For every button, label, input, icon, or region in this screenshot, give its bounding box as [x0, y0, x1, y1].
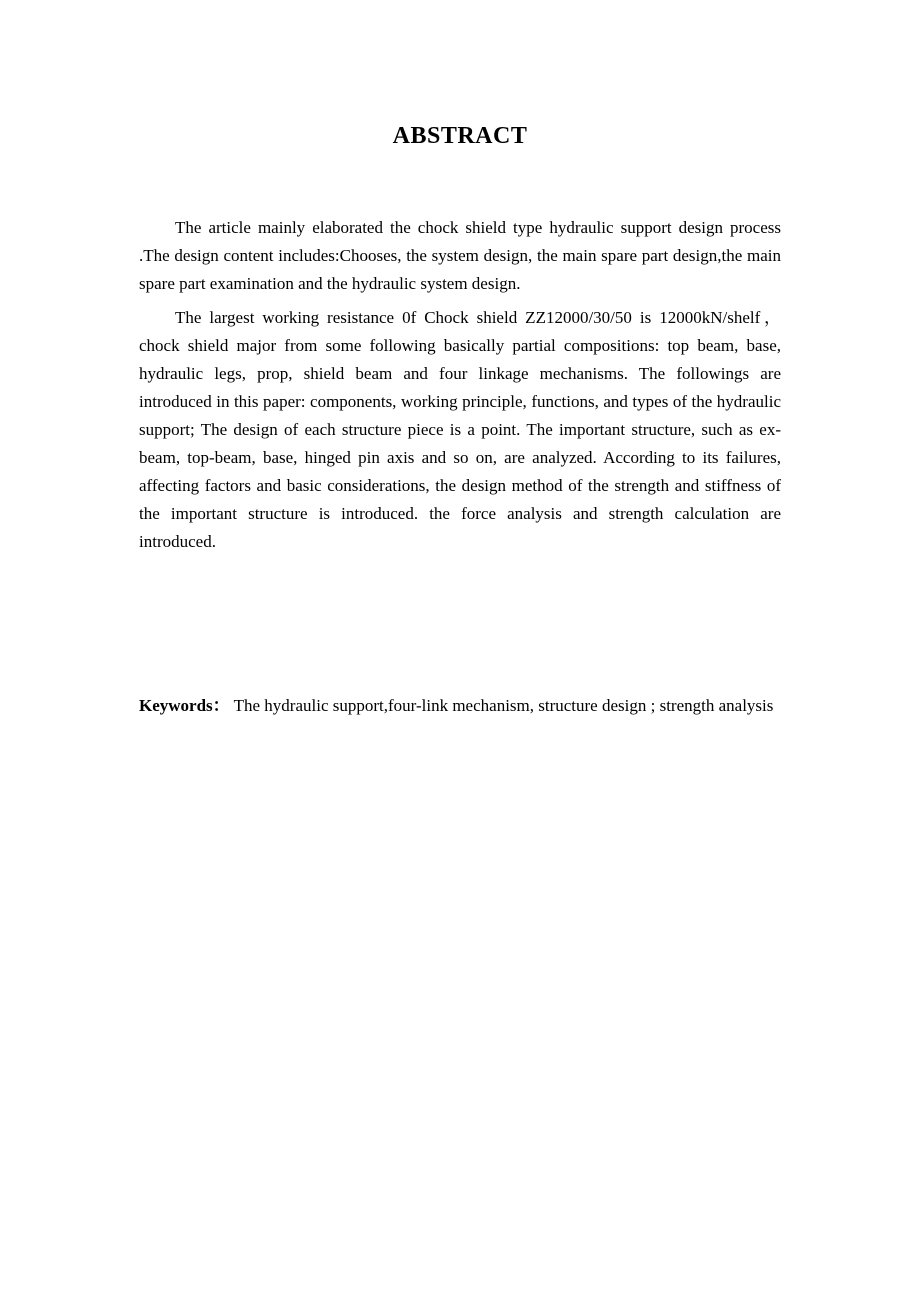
abstract-body	[139, 214, 781, 562]
keywords-label: Keywords：	[139, 696, 230, 715]
keywords-text: The hydraulic support,four-link mechanism, structure design ; strength analysis	[229, 696, 774, 715]
abstract-title: ABSTRACT	[392, 123, 528, 149]
abstract-paragraph-2: The largest working resistance 0f Chock shield ZZ12000/30/50 is 12000kN/shelf，chock shield major from some following basically partial compositions: top beam, base, hydraulic legs, prop, shield beam and four linkage mechanisms. The followings are introduced in this paper: components, working principle, functions, and types of the hydraulic support; The design of each structure piece is a point. The important structure, such as ex-beam, top-beam, base, hinged pin axis and so on, are analyzed. According to its failures, affecting factors and basic considerations, the design method of the strength and stiffness of the important structure is introduced. the force analysis and strength calculation are introduced.	[139, 308, 781, 551]
abstract-paragraph-1: The article mainly elaborated the chock shield type hydraulic support design process .The design content includes:Chooses, the system design, the main spare part design,the main spare part examination and the hydraulic system design.	[139, 218, 781, 293]
keywords-line	[139, 692, 781, 720]
